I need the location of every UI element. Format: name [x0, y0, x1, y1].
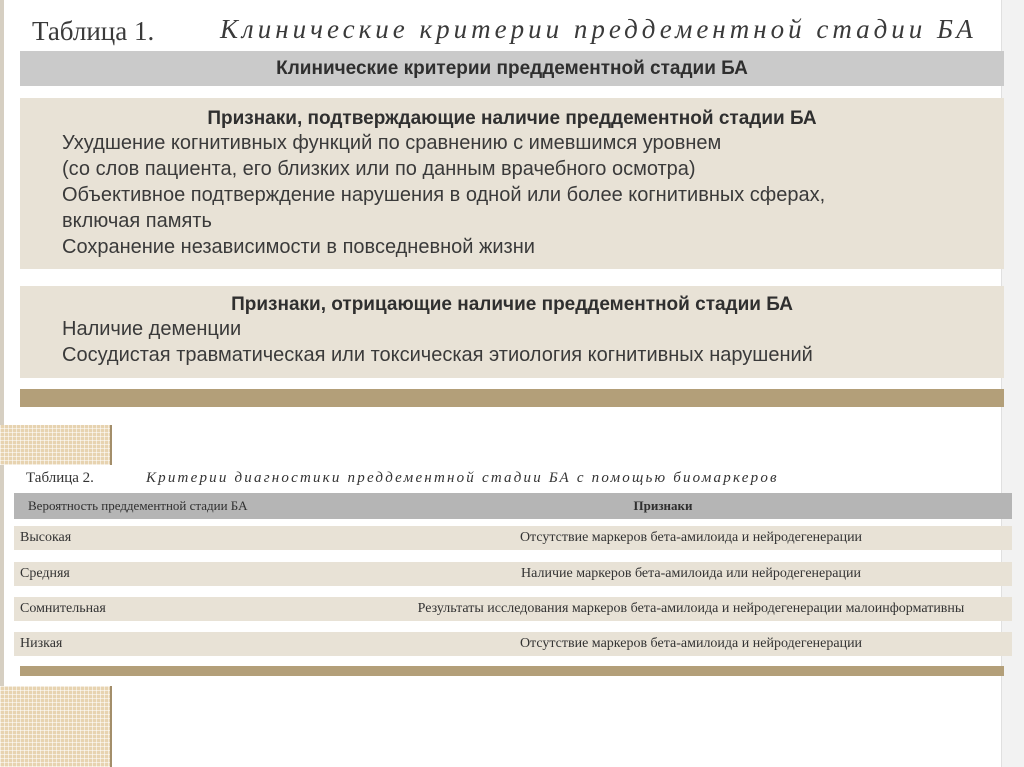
confirming-sign-line: Сохранение независимости в повседневной жизни: [62, 236, 535, 258]
signs-cell: Отсутствие маркеров бета-амилоида и нейродегенерации: [519, 636, 863, 651]
table2-column-probability: Вероятность преддементной стадии БА: [28, 498, 248, 513]
confirming-sign-line: включая память: [62, 210, 212, 232]
excluding-sign-line: Наличие деменции: [62, 318, 242, 340]
excluding-signs-heading: Признаки, отрицающие наличие преддементной стадии БА: [231, 294, 793, 315]
table2-caption: [20, 468, 1004, 490]
table-row: [14, 562, 1012, 586]
table1-label: Таблица 1.: [32, 16, 155, 46]
excluding-sign-line: Сосудистая травматическая или токсическая этиология когнитивных нарушений: [62, 344, 813, 366]
signs-cell: Отсутствие маркеров бета-амилоида и нейродегенерации: [519, 530, 863, 545]
confirming-sign-line: Ухудшение когнитивных функций по сравнению с имевшимся уровнем: [62, 132, 722, 154]
signs-cell: Результаты исследования маркеров бета-амилоида и нейродегенерации малоинформативны: [417, 601, 965, 616]
table2-header-row: [14, 493, 1012, 519]
decorative-pattern: [0, 686, 110, 767]
confirming-signs-box: [20, 98, 1004, 269]
decorative-pattern: [0, 425, 110, 465]
probability-cell: Средняя: [20, 566, 70, 581]
probability-cell: Сомнительная: [20, 601, 106, 616]
table-row: [14, 597, 1012, 621]
confirming-signs-heading: Признаки, подтверждающие наличие преддементной стадии БА: [207, 108, 817, 129]
confirming-sign-line: Объективное подтверждение нарушения в одной или более когнитивных сферах,: [62, 184, 826, 206]
table2-footer-bar: [20, 666, 1004, 676]
table1-caption: [20, 8, 1010, 48]
table2-label: Таблица 2.: [26, 470, 94, 486]
probability-cell: Низкая: [20, 636, 63, 651]
probability-cell: Высокая: [20, 530, 72, 545]
table1-title: Клинические критерии преддементной стадии БА: [220, 14, 977, 44]
table-row: [14, 632, 1012, 656]
decorative-divider: [110, 686, 112, 767]
table2-column-signs: Признаки: [633, 498, 693, 513]
excluding-signs-box: [20, 286, 1004, 378]
signs-cell: Наличие маркеров бета-амилоида или нейродегенерации: [521, 566, 861, 581]
confirming-sign-line: (со слов пациента, его близких или по данным врачебного осмотра): [62, 158, 696, 180]
table2-title: Критерии диагностики преддементной стадии БА с помощью биомаркеров: [146, 470, 779, 486]
table1-footer-bar: [20, 389, 1004, 407]
table1-header-text: Клинические критерии преддементной стадии БА: [276, 58, 748, 79]
table-row: [14, 526, 1012, 550]
table1-header: [20, 51, 1004, 86]
left-edge-frame: [0, 0, 4, 767]
decorative-divider: [110, 425, 112, 465]
